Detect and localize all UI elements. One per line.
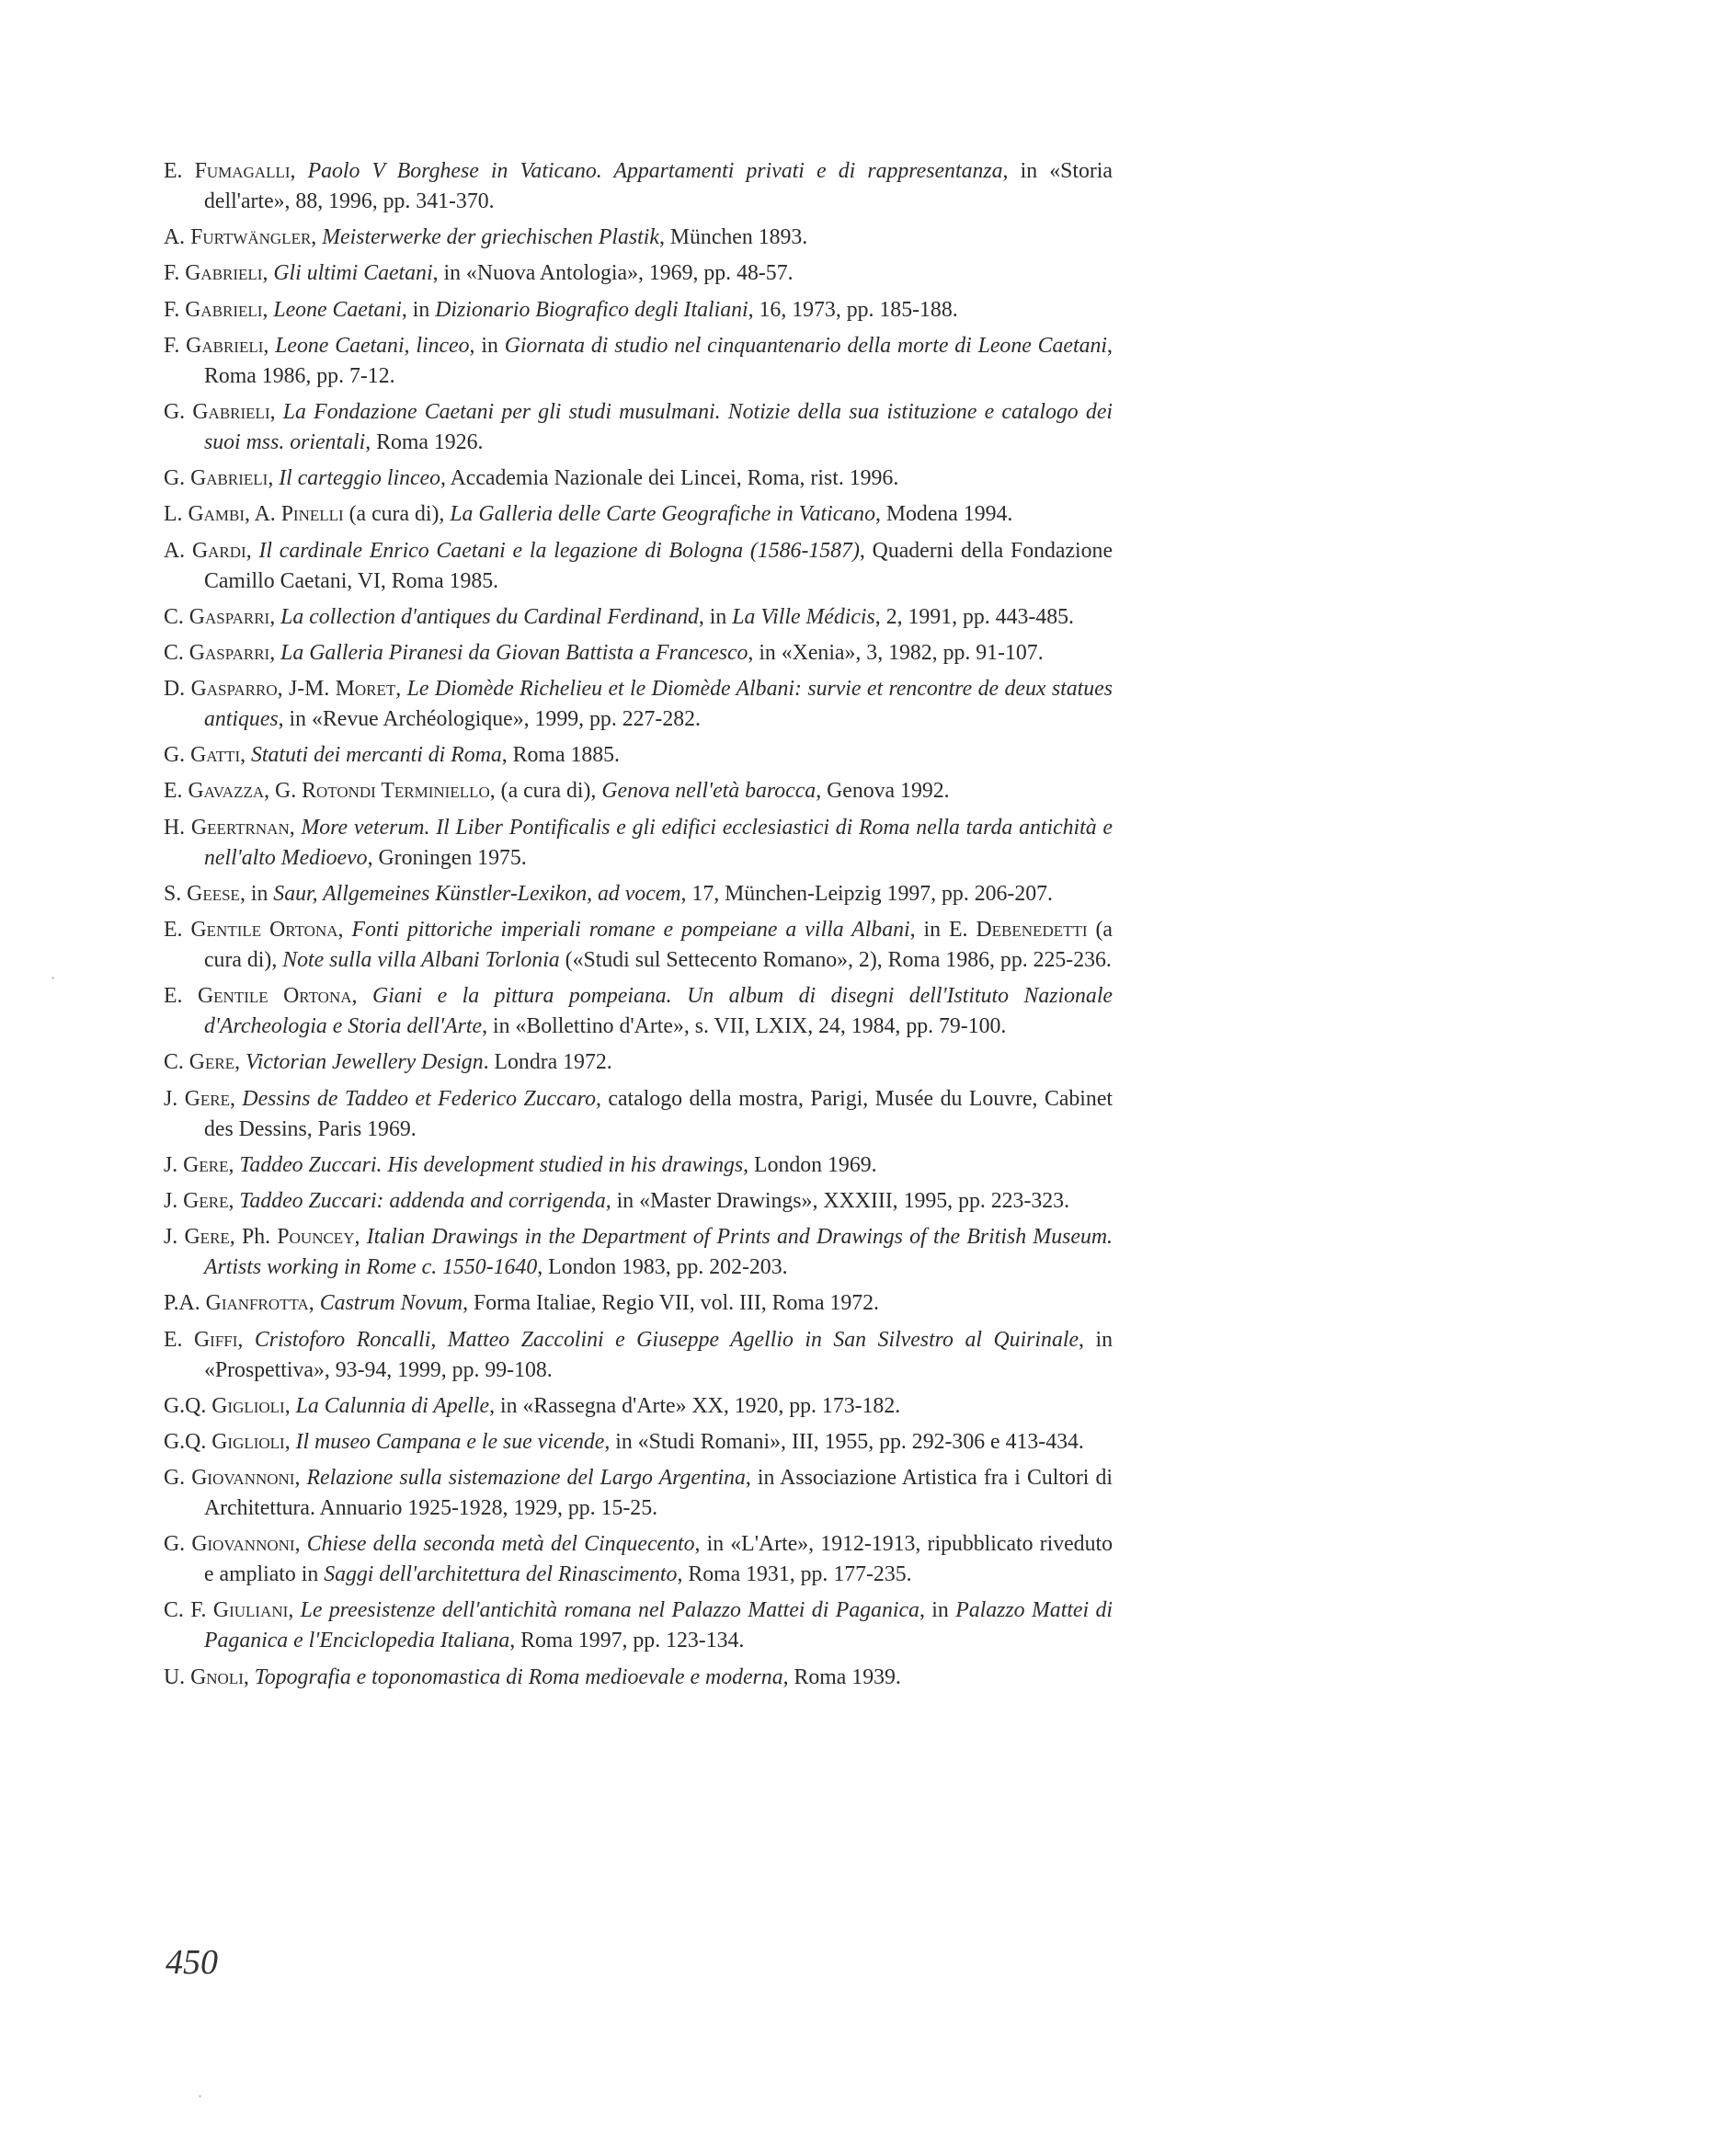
citation-text: , Forma Italiae, Regio VII, vol. III, Roma 1972. <box>463 1291 879 1316</box>
bibliography-entry <box>164 1595 1113 1656</box>
citation-text: , A. <box>245 502 281 527</box>
citation-text: , in «Xenia», 3, 1982, pp. 91-107. <box>748 640 1044 665</box>
citation-text: , London 1983, pp. 202-203. <box>537 1255 788 1280</box>
citation-text: E. <box>164 1327 194 1352</box>
citation-text: , München 1893. <box>658 225 808 250</box>
bibliography-entry <box>164 258 1113 289</box>
citation-text: , Roma 1997, pp. 123-134. <box>509 1629 745 1653</box>
citation-text: G.Q. <box>164 1393 212 1418</box>
work-title: La Galleria delle Carte Geografiche in Vaticano <box>450 502 875 527</box>
citation-text: , in <box>919 1598 956 1623</box>
citation-text: , in Associazione Artistica fra i Cultori di Architettura. Annuario 1925-1928, 1929, pp. 15-25. <box>204 1466 1113 1521</box>
author-name: Gentile Ortona <box>190 918 338 942</box>
citation-text: , <box>263 333 276 358</box>
author-name: Moret <box>335 677 396 702</box>
author-name: Gianfrotta <box>205 1291 309 1316</box>
citation-text: , <box>311 225 323 250</box>
work-title: Statuti dei mercanti di Roma <box>251 743 502 768</box>
author-name: Gambi <box>188 502 246 527</box>
citation-text: , <box>268 466 280 491</box>
work-title: Leone Caetani <box>273 297 402 322</box>
author-name: Giovannoni <box>191 1532 295 1557</box>
author-name: Gasparro <box>190 677 278 702</box>
citation-text: , <box>228 1188 240 1213</box>
citation-text: , <box>234 1050 246 1075</box>
citation-text: , 2, 1991, pp. 443-485. <box>874 604 1074 629</box>
work-title: Le Diomède Richelieu et le Diomède Albani: survie et rencontre de deux statues antiques <box>204 677 1113 732</box>
citation-text: , <box>308 1291 320 1316</box>
bibliography-entry <box>164 463 1113 494</box>
citation-text: , Roma 1986, pp. 7-12. <box>204 333 1113 388</box>
bibliography-entry <box>164 397 1113 458</box>
author-name: Giffi <box>194 1327 238 1352</box>
citation-text: , 16, 1973, pp. 185-188. <box>748 297 958 322</box>
citation-text: D. <box>164 677 191 702</box>
author-name: Furtwängler <box>190 225 312 250</box>
citation-text: , Modena 1994. <box>874 502 1013 527</box>
citation-text: , London 1969. <box>743 1152 877 1177</box>
citation-text: G.Q. <box>164 1429 212 1454</box>
citation-text: , (a cura di), <box>489 779 602 804</box>
author-name: Gatti <box>190 743 241 768</box>
citation-text: S. <box>164 881 188 906</box>
citation-text: , <box>284 1429 296 1454</box>
citation-text: («Studi sul Settecento Romano», 2), Roma 1986, pp. 225-236. <box>559 948 1112 972</box>
citation-text: , <box>262 297 274 322</box>
citation-text: , G. <box>264 779 303 804</box>
work-title: Palazzo Mattei di Paganica e l'Enciclopedia Italiana <box>204 1598 1114 1653</box>
bibliography-entry <box>164 602 1113 633</box>
citation-text: , Ph. <box>229 1225 278 1250</box>
work-title: Taddeo Zuccari. His development studied in his drawings <box>239 1152 744 1177</box>
bibliography-entry <box>164 638 1113 669</box>
citation-text: F. <box>164 261 186 286</box>
citation-text: G. <box>164 466 191 491</box>
bibliography-entry <box>164 1663 1113 1693</box>
citation-text: F. <box>164 297 186 322</box>
bibliography-entry <box>164 1288 1113 1319</box>
citation-text: , in «Rassegna d'Arte» XX, 1920, pp. 173-182. <box>489 1393 901 1418</box>
bibliography-entry <box>164 1391 1113 1422</box>
citation-text: C. <box>164 604 189 629</box>
bibliography-entry <box>164 1150 1113 1181</box>
work-title: La Calunnia di Apelle <box>295 1393 490 1418</box>
citation-text: , <box>289 815 302 840</box>
citation-text: , <box>290 159 308 183</box>
citation-text: A. <box>164 538 192 563</box>
author-name: Gentile Ortona <box>197 984 352 1009</box>
work-title: Relazione sulla sistemazione del Largo Argentina <box>306 1466 746 1491</box>
bibliography-entry <box>164 674 1113 735</box>
author-name: Giglioli <box>211 1393 285 1418</box>
author-name: Debenedetti <box>976 918 1088 942</box>
citation-text: . Londra 1972. <box>483 1050 612 1075</box>
work-title: Leone Caetani, linceo <box>275 333 470 358</box>
citation-text: E. <box>164 918 191 942</box>
citation-text: , in «Bollettino d'Arte», s. VII, LXIX, 24, 1984, pp. 79-100. <box>482 1014 1007 1039</box>
citation-text: J. <box>164 1225 185 1250</box>
citation-text: , <box>246 538 259 563</box>
author-name: Gabrieli <box>186 333 264 358</box>
citation-text: G. <box>164 1532 192 1557</box>
work-title: Note sulla villa Albani Torlonia <box>282 948 560 972</box>
citation-text: , in «Studi Romani», III, 1955, pp. 292-306 e 413-434. <box>604 1429 1084 1454</box>
citation-text: , <box>284 1393 296 1418</box>
citation-text: , <box>354 1225 367 1250</box>
citation-text: , <box>237 1327 255 1352</box>
citation-text: , <box>243 1664 255 1689</box>
bibliography-entry <box>164 1186 1113 1217</box>
citation-text: U. <box>164 1664 191 1689</box>
bibliography-entry <box>164 223 1113 253</box>
author-name: Gere <box>183 1188 229 1213</box>
work-title: Paolo V Borghese in Vaticano. Appartamenti privati e di rappresentanza <box>307 159 1003 183</box>
citation-text: , <box>269 640 281 665</box>
author-name: Pinelli <box>280 502 344 527</box>
citation-text: G. <box>164 743 191 768</box>
bibliography-entry <box>164 1529 1113 1590</box>
citation-text: , <box>351 984 372 1009</box>
author-name: Gasparri <box>188 604 270 629</box>
author-name: Fumagalli <box>194 159 291 183</box>
author-name: Gere <box>184 1086 230 1111</box>
citation-text: (a cura di), <box>204 918 1113 972</box>
bibliography-entry <box>164 331 1113 392</box>
citation-text: , <box>229 1086 243 1111</box>
bibliography-entry <box>164 1047 1113 1078</box>
citation-text: , in <box>239 881 274 906</box>
citation-text: , Roma 1931, pp. 177-235. <box>677 1562 912 1587</box>
work-title: Il carteggio linceo <box>279 466 441 491</box>
citation-text: , Groningen 1975. <box>367 845 527 870</box>
citation-text: , <box>294 1466 307 1491</box>
citation-text: G. <box>164 1466 192 1491</box>
citation-text: , Genova 1992. <box>816 779 950 804</box>
bibliography-entry <box>164 740 1113 771</box>
citation-text: , Roma 1939. <box>782 1664 901 1689</box>
work-title: Dessins de Taddeo et Federico Zuccaro <box>242 1086 596 1111</box>
author-name: Geese <box>187 881 240 906</box>
citation-text: , <box>395 677 407 702</box>
citation-text: , catalogo della mostra, Parigi, Musée du Louvre, Cabinet des Dessins, Paris 1969. <box>204 1086 1113 1141</box>
author-name: Gere <box>184 1225 230 1250</box>
citation-text: , <box>288 1598 301 1623</box>
citation-text: , 17, München-Leipzig 1997, pp. 206-207. <box>680 881 1053 906</box>
author-name: Rotondi Terminiello <box>302 779 490 804</box>
citation-text: , <box>269 399 283 424</box>
citation-text: , Quaderni della Fondazione Camillo Caetani, VI, Roma 1985. <box>204 538 1114 593</box>
citation-text: , in «Nuova Antologia», 1969, pp. 48-57. <box>432 261 794 286</box>
work-title: Victorian Jewellery Design <box>245 1050 484 1075</box>
work-title: Genova nell'età barocca <box>601 779 817 804</box>
bibliography-entry <box>164 536 1113 597</box>
citation-text: , in <box>698 604 733 629</box>
citation-text: H. <box>164 815 191 840</box>
bibliography-entry <box>164 1427 1113 1458</box>
work-title: Dizionario Biografico degli Italiani <box>435 297 748 322</box>
author-name: Giovannoni <box>191 1466 295 1491</box>
author-name: Pouncey <box>277 1225 355 1250</box>
citation-text: , in «Storia dell'arte», 88, 1996, pp. 341-370. <box>204 159 1113 213</box>
bibliography-list <box>164 156 1113 1698</box>
scan-speck <box>199 2095 201 2098</box>
citation-text: , <box>240 743 252 768</box>
bibliography-entry <box>164 1084 1113 1145</box>
citation-text: , Roma 1885. <box>501 743 620 768</box>
bibliography-entry <box>164 813 1113 874</box>
work-title: Saur, Allgemeines Künstler-Lexikon, ad vocem <box>273 881 681 906</box>
author-name: Gasparri <box>188 640 270 665</box>
citation-text: C. <box>164 640 189 665</box>
page-number: 450 <box>166 1943 218 1982</box>
author-name: Gere <box>183 1152 229 1177</box>
citation-text: C. <box>164 1050 189 1075</box>
author-name: Gabrieli <box>190 466 268 491</box>
citation-text: A. <box>164 225 191 250</box>
author-name: Giglioli <box>211 1429 285 1454</box>
citation-text: , Accademia Nazionale dei Lincei, Roma, rist. 1996. <box>440 466 899 491</box>
work-title: La Ville Médicis <box>732 604 875 629</box>
citation-text: , in «Revue Archéologique», 1999, pp. 227-282. <box>278 707 701 732</box>
bibliography-entry <box>164 156 1113 217</box>
citation-text: F. <box>164 333 187 358</box>
bibliography-entry <box>164 915 1113 976</box>
citation-text: , in <box>401 297 436 322</box>
citation-text: , J-M. <box>277 677 336 702</box>
citation-text: , <box>269 604 281 629</box>
work-title: Le preesistenze dell'antichità romana nel Palazzo Mattei di Paganica <box>300 1598 919 1623</box>
work-title: Il cardinale Enrico Caetani e la legazione di Bologna (1586-1587) <box>258 538 860 563</box>
work-title: Meisterwerke der griechischen Plastik <box>322 225 659 250</box>
author-name: Gavazza <box>188 779 265 804</box>
citation-text: E. <box>164 159 195 183</box>
work-title: La collection d'antiques du Cardinal Ferdinand <box>280 604 699 629</box>
bibliography-entry <box>164 499 1113 530</box>
author-name: Gabrieli <box>185 297 263 322</box>
author-name: Geertrnan <box>190 815 290 840</box>
citation-text: E. <box>164 779 188 804</box>
author-name: Gabrieli <box>192 399 270 424</box>
work-title: Italian Drawings in the Department of Prints and Drawings of the British Museum. Artists working in Rome c. 1550-1640 <box>204 1225 1113 1280</box>
author-name: Giuliani <box>212 1598 289 1623</box>
citation-text: , <box>228 1152 240 1177</box>
citation-text: P.A. <box>164 1291 206 1316</box>
work-title: La Fondazione Caetani per gli studi musulmani. Notizie della sua istituzione e catalogo dei suoi mss. orientali <box>204 399 1113 454</box>
citation-text: (a cura di), <box>343 502 451 527</box>
citation-text: J. <box>164 1188 184 1213</box>
bibliography-entry <box>164 1222 1113 1283</box>
citation-text: , in «L'Arte», 1912-1913, ripubblicato riveduto e ampliato in <box>204 1532 1113 1587</box>
work-title: Il museo Campana e le sue vicende <box>295 1429 605 1454</box>
citation-text: , <box>337 918 352 942</box>
author-name: Gardi <box>191 538 246 563</box>
citation-text: , in «Prospettiva», 93-94, 1999, pp. 99-108. <box>204 1327 1113 1382</box>
citation-text: J. <box>164 1086 185 1111</box>
work-title: Topografia e toponomastica di Roma medioevale e moderna <box>254 1664 783 1689</box>
bibliography-entry <box>164 776 1113 806</box>
citation-text: E. <box>164 984 198 1009</box>
citation-text: , in «Master Drawings», XXXIII, 1995, pp. 223-323. <box>605 1188 1070 1213</box>
work-title: Castrum Novum <box>319 1291 463 1316</box>
author-name: Gnoli <box>190 1664 244 1689</box>
work-title: More veterum. Il Liber Pontificalis e gli edifici ecclesiastici di Roma nella tarda antichità e nell'alto Medioevo <box>204 815 1113 870</box>
citation-text: , Roma 1926. <box>365 429 484 454</box>
work-title: Taddeo Zuccari: addenda and corrigenda <box>239 1188 606 1213</box>
citation-text: L. <box>164 502 188 527</box>
work-title: Giani e la pittura pompeiana. Un album di disegni dell'Istituto Nazionale d'Archeologia e Storia dell'Arte <box>204 984 1113 1039</box>
citation-text: J. <box>164 1152 184 1177</box>
work-title: Saggi dell'architettura del Rinascimento <box>324 1562 678 1587</box>
work-title: La Galleria Piranesi da Giovan Battista a Francesco <box>280 640 748 665</box>
author-name: Gabrieli <box>185 261 263 286</box>
author-name: Gere <box>188 1050 235 1075</box>
bibliography-entry <box>164 879 1113 909</box>
work-title: Fonti pittoriche imperiali romane e pompeiane a villa Albani <box>351 918 910 942</box>
work-title: Gli ultimi Caetani <box>273 261 433 286</box>
citation-text: , <box>294 1532 307 1557</box>
work-title: Cristoforo Roncalli, Matteo Zaccolini e Giuseppe Agellio in San Silvestro al Quirinale <box>254 1327 1079 1352</box>
bibliography-entry <box>164 1463 1113 1524</box>
citation-text: C. F. <box>164 1598 213 1623</box>
bibliography-entry <box>164 295 1113 326</box>
citation-text: G. <box>164 399 193 424</box>
work-title: Chiese della seconda metà del Cinquecento <box>306 1532 695 1557</box>
citation-text: , in <box>469 333 505 358</box>
work-title: Giornata di studio nel cinquantenario della morte di Leone Caetani <box>504 333 1108 358</box>
citation-text: , in E. <box>909 918 976 942</box>
scan-speck <box>51 977 54 979</box>
bibliography-entry <box>164 1325 1113 1386</box>
bibliography-entry <box>164 981 1113 1042</box>
citation-text: , <box>262 261 274 286</box>
